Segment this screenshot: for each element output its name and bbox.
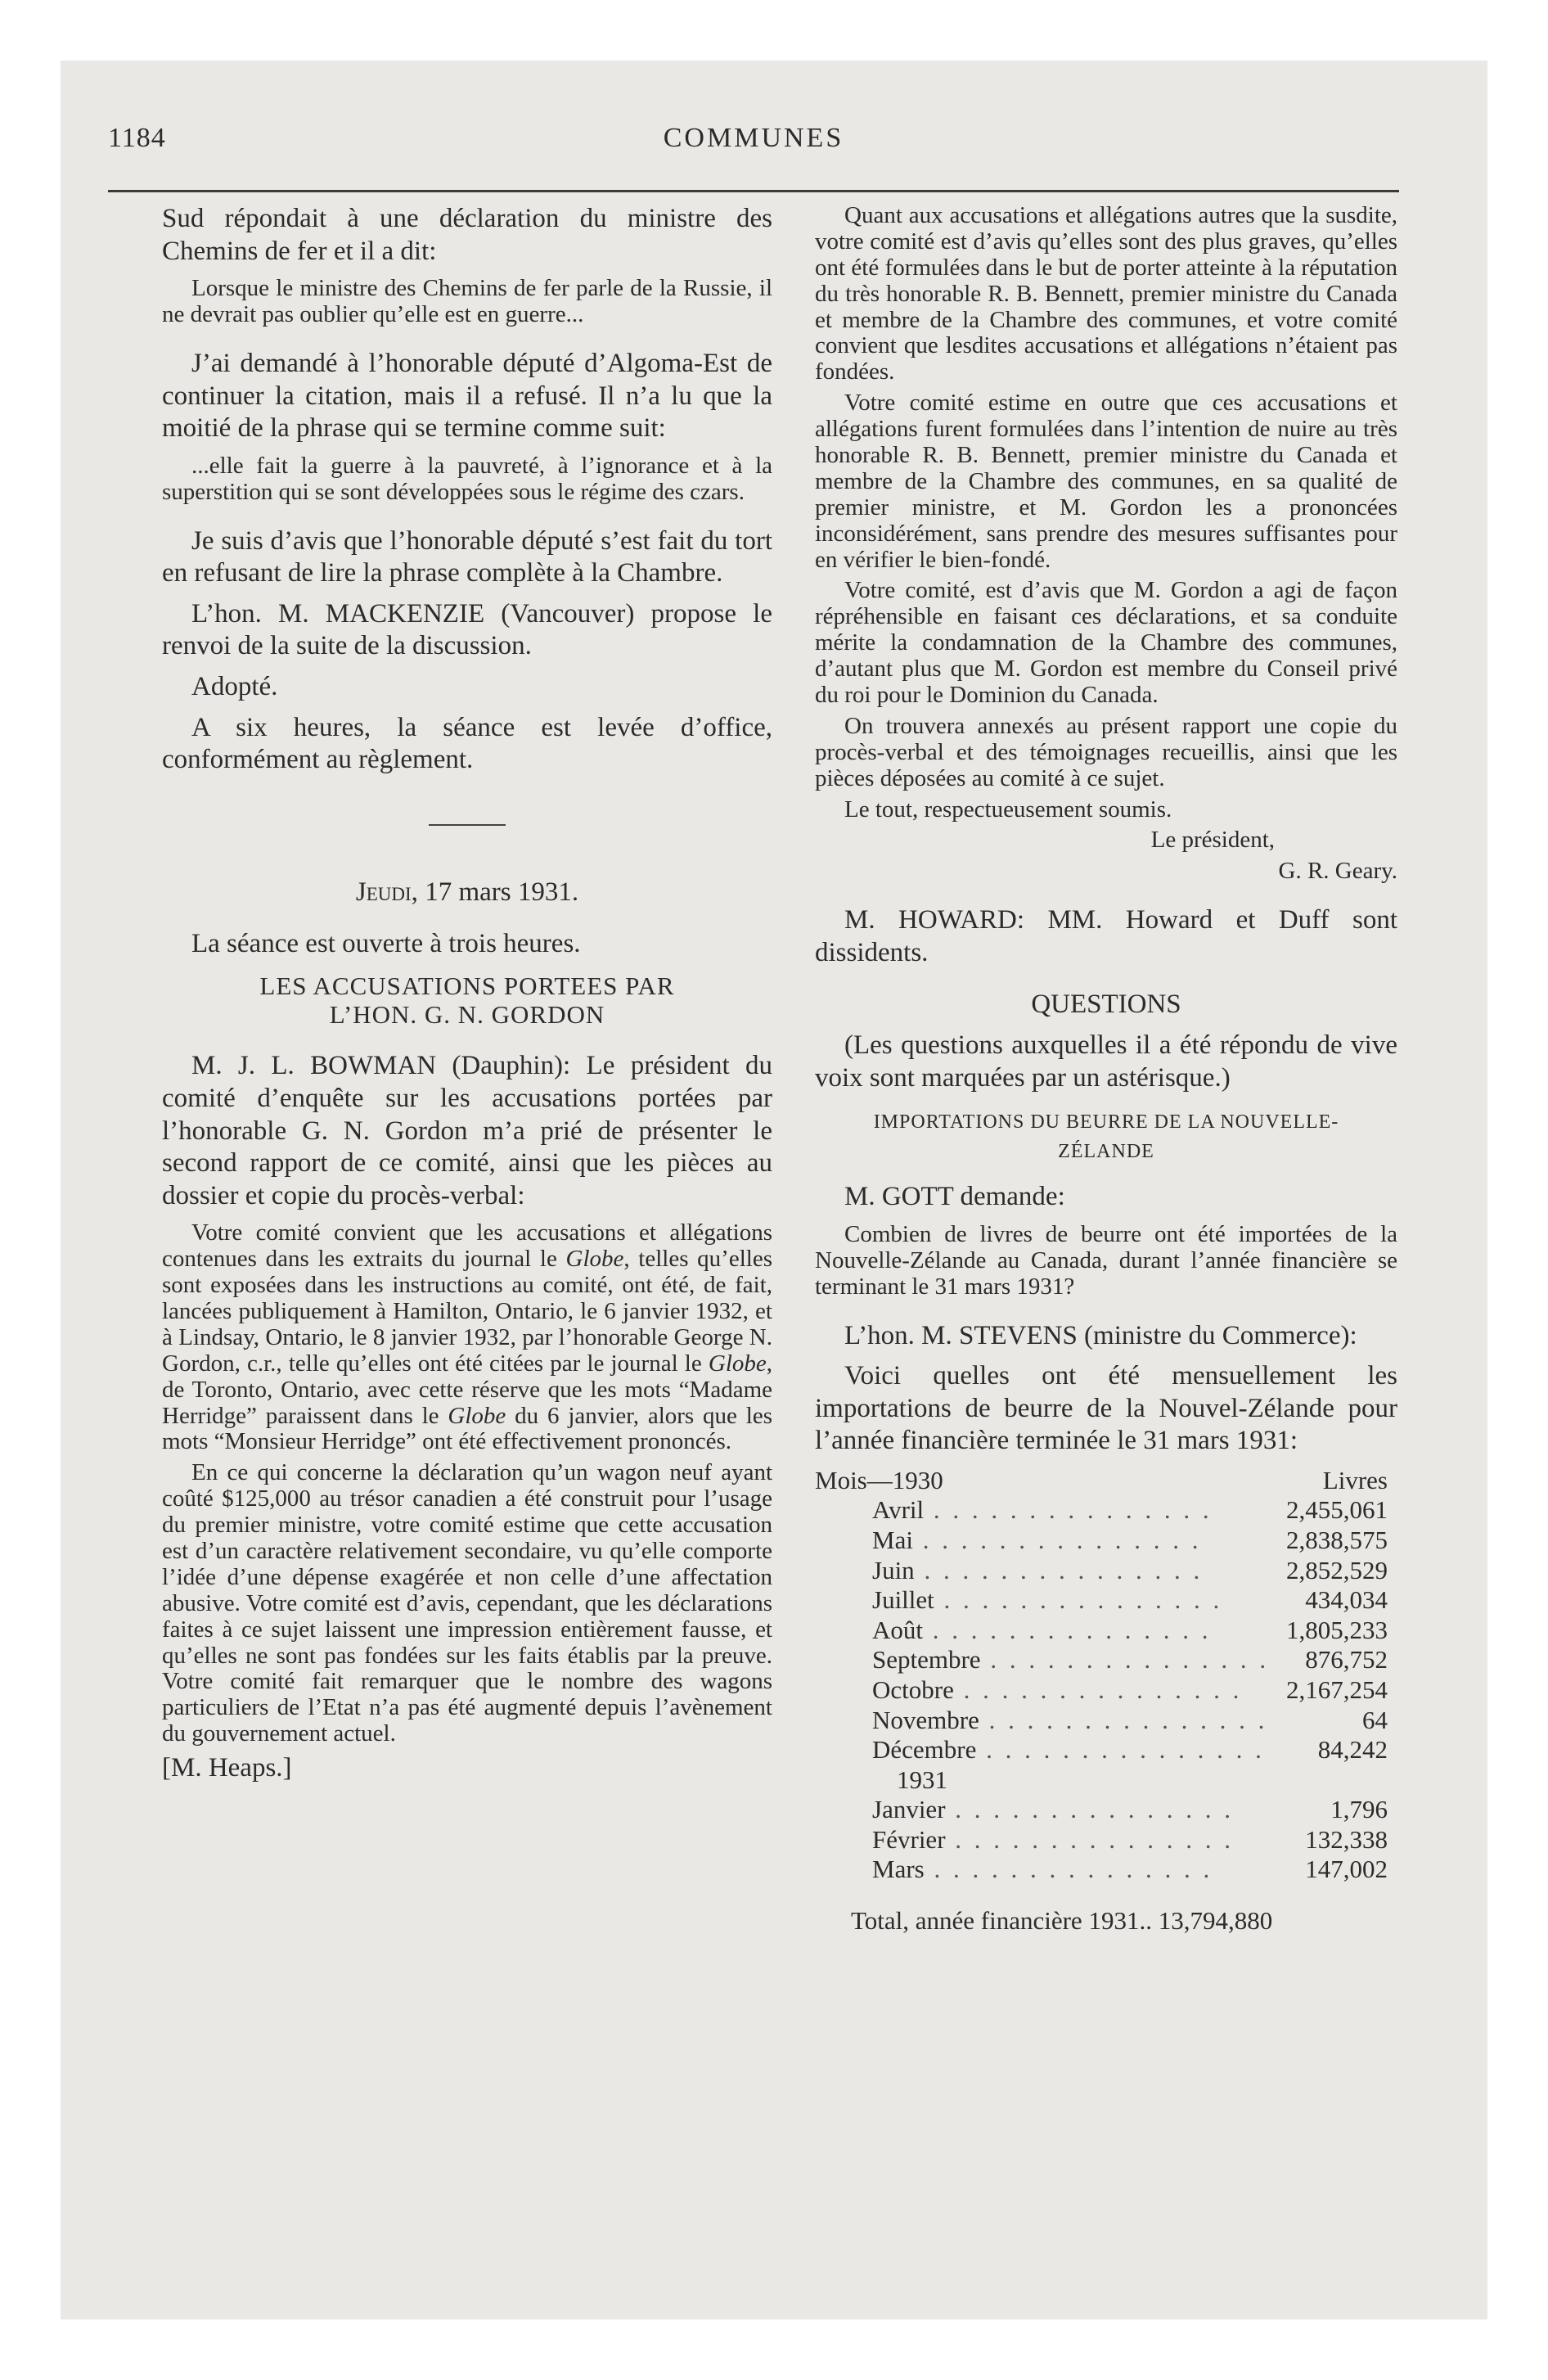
column-header-value: Livres (1322, 1465, 1388, 1494)
dot-leader: . . . . . . . . . . . . . . . (914, 1555, 1204, 1584)
month-cell (815, 1556, 1269, 1586)
value-cell: 434,034 (1305, 1585, 1388, 1615)
month-label: Février (872, 1824, 946, 1854)
paragraph: L’hon. M. MACKENZIE (Vancouver) propose le renvoi de la suite de la discussion. (162, 598, 772, 661)
paragraph: M. HOWARD: MM. Howard et Duff sont dissidents. (815, 905, 1397, 967)
table-row (815, 1645, 1388, 1675)
questions-title: QUESTIONS (1031, 989, 1181, 1020)
table-row (815, 1526, 1388, 1556)
month-label: Mai (872, 1526, 913, 1555)
month-label: Juin (872, 1555, 915, 1584)
left-column (162, 203, 772, 1793)
year-spacer (1269, 1765, 1388, 1796)
table-row (815, 1855, 1388, 1885)
month-label: Avril (872, 1495, 925, 1525)
page-header (108, 123, 1399, 172)
month-label: Octobre (872, 1675, 954, 1704)
date-heading (162, 877, 772, 909)
table-row (815, 1706, 1388, 1736)
month-label: Décembre (872, 1735, 977, 1765)
value-cell: 64 (1362, 1705, 1388, 1734)
month-cell (815, 1616, 1269, 1646)
month-cell (815, 1585, 1269, 1616)
report-paragraph: Votre comité convient que les accusations et allégations contenues dans les extraits du journal le Globe, telles qu’elles sont exposées dans les instructions au comité, ont été, de fait, lancées publiquement à Hamilton, Ontario, le 6 janvier 1932, et à Lindsay, Ontario, le 8 janvier 1932, par l’honorable George N. Gordon, c.r., telle qu’elles ont été citées par le journal le Globe, de Toronto, Ontario, avec cette réserve que les mots “Madame Herridge” paraissent dans le Globe du 6 janvier, alors que les mots “Monsieur Herridge” ont été effectivement prononcés. (162, 1219, 772, 1455)
table-year-row (815, 1765, 1388, 1796)
section-heading-line: LES ACCUSATIONS PORTEES PAR (259, 971, 675, 1000)
paragraph: Sud répondait à une déclaration du ministre des Chemins de fer et il a dit: (162, 204, 772, 266)
quotation: ...elle fait la guerre à la pauvreté, à l’ignorance et à la superstition qui se sont développées sous le régime des czars. (162, 452, 772, 505)
table-row (815, 1735, 1388, 1765)
month-cell (815, 1855, 1269, 1885)
month-cell (815, 1795, 1269, 1825)
table-row (815, 1795, 1388, 1825)
dot-leader: . . . . . . . . . . . . . . . (980, 1645, 1270, 1675)
paragraph: L’hon. M. STEVENS (ministre du Commerce): (844, 1320, 1357, 1350)
signature-title: Le président, (1150, 827, 1275, 854)
year-label: 1931 (897, 1765, 947, 1794)
table-row (815, 1825, 1388, 1855)
dot-leader: . . . . . . . . . . . . . . . (945, 1795, 1235, 1824)
dot-leader: . . . . . . . . . . . . . . . (945, 1824, 1235, 1854)
value-cell: 2,455,061 (1286, 1495, 1388, 1525)
dot-leader: . . . . . . . . . . . . . . . (934, 1585, 1223, 1615)
value-cell: 132,338 (1305, 1824, 1388, 1854)
report-paragraph: Votre comité estime en outre que ces accusations et allégations furent formulées dans l’intention de nuire au très honorable R. B. Bennett, premier ministre du Canada et membre de la Chambre des communes, en sa qualité de premier ministre, et M. Gordon les a prononcées inconsidérément, sans prendre des mesures suffisantes pour en vérifier le bien-fondé. (815, 390, 1397, 573)
date-day: Jeudi, (355, 877, 418, 907)
dot-leader: . . . . . . . . . . . . . . . (924, 1855, 1213, 1884)
paragraph: Je suis d’avis que l’honorable député s’est fait du tort en refusant de lire la phrase complète à la Chambre. (162, 525, 772, 588)
question-text: Combien de livres de beurre ont été importées de la Nouvelle-Zélande au Canada, durant l’année financière se terminant le 31 mars 1931? (815, 1220, 1397, 1300)
table-row (815, 1585, 1388, 1616)
value-cell: 1,796 (1330, 1795, 1388, 1824)
value-cell: 1,805,233 (1286, 1615, 1388, 1644)
dot-leader: . . . . . . . . . . . . . . . (923, 1615, 1212, 1644)
page-number: 1184 (108, 123, 166, 153)
section-heading-line: L’HON. G. N. GORDON (329, 999, 605, 1029)
value-cell: 2,838,575 (1286, 1526, 1388, 1555)
month-label: Novembre (872, 1705, 979, 1734)
month-label: Août (872, 1615, 923, 1644)
right-column (815, 203, 1397, 1936)
table-total (815, 1906, 1397, 1936)
month-label: Juillet (872, 1585, 934, 1615)
total-value: 13,794,880 (1158, 1905, 1273, 1935)
quotation: Lorsque le ministre des Chemins de fer parle de la Russie, il ne devrait pas oublier qu’elle est en guerre... (162, 275, 772, 328)
month-label: Septembre (872, 1645, 981, 1675)
report-paragraph: En ce qui concerne la déclaration qu’un wagon neuf ayant coûté $125,000 au trésor canadien a été construit pour l’usage du premier ministre, votre comité estime que cette accusation est d’un caractère relativement secondaire, vu qu’elle comporte l’idée d’une dépense exagérée et non celle d’une affectation abusive. Votre comité est d’avis, cependant, que les déclarations faites à ce sujet laissent une impression entièrement fausse, et qu’elles ne sont pas fondées sur les faits établis par la preuve. Votre comité fait remarquer que le nombre des wagons particuliers de l’Etat n’a pas été augmenté depuis l’avènement du gouvernement actuel. (162, 1459, 772, 1747)
report-paragraph: On trouvera annexés au présent rapport une copie du procès-verbal et des témoignages recueillis, ainsi que les pièces déposées au comité à ce sujet. (815, 712, 1397, 791)
paragraph: J’ai demandé à l’honorable député d’Algoma-Est de continuer la citation, mais il a refusé. Il n’a lu que la moitié de la phrase qui se termine comme suit: (162, 348, 772, 444)
paragraph: Adopté. (191, 671, 278, 701)
table-header-row (815, 1466, 1388, 1496)
question-subheading-line: ZÉLANDE (1058, 1141, 1154, 1163)
report-paragraph: Quant aux accusations et allégations autres que la susdite, votre comité est d’avis qu’elles sont des plus graves, qu’elles ont été formulées dans le but de porter atteinte à la réputation du très honorable R. B. Bennett, premier ministre du Canada et membre de la Chambre des communes, et votre comité convient que lesdites accusations et allégations n’étaient pas fondées. (815, 202, 1397, 385)
month-label: Janvier (872, 1795, 946, 1824)
dot-leader: . . . . . . . . . . . . . . . (976, 1735, 1265, 1765)
imports-table (815, 1466, 1388, 1885)
paragraph: La séance est ouverte à trois heures. (191, 929, 581, 959)
month-cell (815, 1495, 1269, 1526)
dot-leader: . . . . . . . . . . . . . . . (912, 1526, 1202, 1555)
dot-leader: . . . . . . . . . . . . . . . (924, 1495, 1213, 1525)
paragraph: M. J. L. BOWMAN (Dauphin): Le président du comité d’enquête sur les accusations portées par l’honorable G. N. Gordon m’a prié de présenter le second rapport de ce comité, ainsi que les pièces au dossier et copie du procès-verbal: (162, 1051, 772, 1210)
date-rest: 17 mars 1931. (425, 877, 579, 907)
dot-leader: . . . . . . . . . . . . . . . (953, 1675, 1243, 1704)
dot-leader: . . . . . . . . . . . . . . . (979, 1705, 1268, 1734)
continuation-note: [M. Heaps.] (162, 1753, 292, 1783)
month-cell (815, 1675, 1269, 1706)
month-cell (815, 1645, 1269, 1675)
question-subheading (815, 1107, 1397, 1166)
running-head: COMMUNES (663, 123, 844, 153)
question-subheading-line: IMPORTATIONS DU BEURRE DE LA NOUVELLE- (873, 1111, 1339, 1134)
month-cell (815, 1526, 1269, 1556)
paragraph: M. GOTT demande: (844, 1182, 1065, 1212)
report-paragraph: Votre comité, est d’avis que M. Gordon a agi de façon répréhensible en faisant ces déclarations, et sa conduite mérite la condamnation de la Chambre des communes, d’autant plus que M. Gordon est membre du Conseil privé du roi pour le Dominion du Canada. (815, 577, 1397, 709)
value-cell: 147,002 (1305, 1855, 1388, 1884)
paragraph: (Les questions auxquelles il a été répondu de vive voix sont marquées par un astérisque.) (815, 1030, 1397, 1093)
table-row (815, 1675, 1388, 1706)
month-cell (815, 1825, 1269, 1855)
value-cell: 2,852,529 (1286, 1555, 1388, 1584)
table-row (815, 1616, 1388, 1646)
header-rule (108, 190, 1399, 192)
total-leader: .. (1139, 1905, 1159, 1935)
value-cell: 2,167,254 (1286, 1675, 1388, 1704)
section-divider (429, 824, 506, 826)
month-cell (815, 1706, 1269, 1736)
value-cell: 84,242 (1317, 1735, 1388, 1765)
value-cell: 876,752 (1305, 1645, 1388, 1675)
table-row (815, 1495, 1388, 1526)
paragraph: A six heures, la séance est levée d’office, conformément au règlement. (162, 712, 772, 775)
month-label: Mars (872, 1855, 925, 1884)
total-label: Total, année financière 1931 (851, 1905, 1140, 1935)
column-header-month: Mois—1930 (815, 1465, 943, 1494)
paragraph: Voici quelles ont été mensuellement les importations de beurre de la Nouvel-Zélande pour l’année financière terminée le 31 mars 1931: (815, 1361, 1397, 1456)
table-row (815, 1556, 1388, 1586)
month-cell (815, 1735, 1269, 1765)
report-paragraph: Le tout, respectueusement soumis. (844, 796, 1172, 823)
section-heading (162, 972, 772, 1029)
signature-name: G. R. Geary. (1278, 858, 1397, 885)
